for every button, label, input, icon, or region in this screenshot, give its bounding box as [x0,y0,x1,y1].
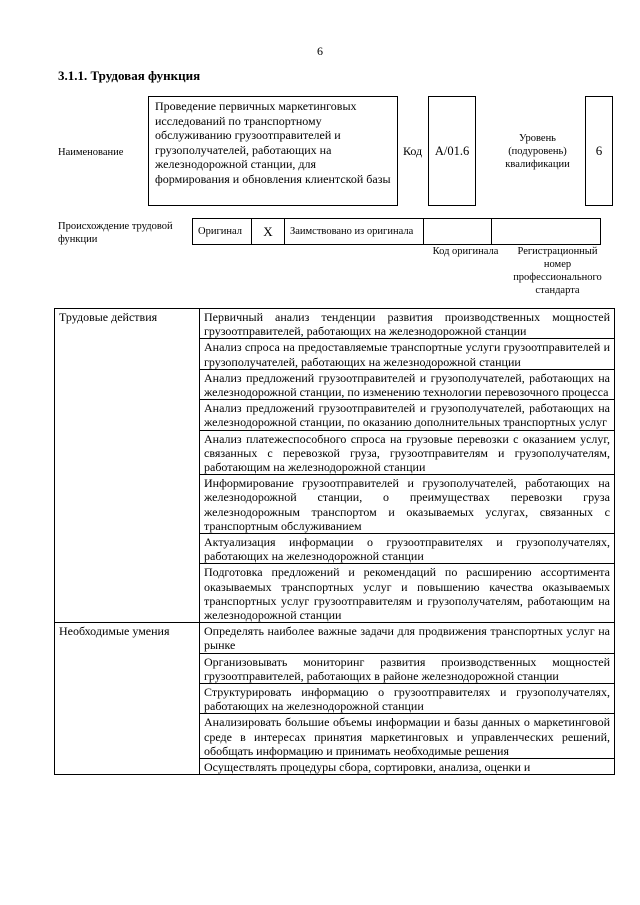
level-box [585,96,613,206]
level-value: 6 [595,143,603,158]
function-name-value: Проведение первичных маркетинговых исследований по транспортному обслуживанию грузоотправителей и грузополучателей, работающих на железнодорожной станции, для формирования и обновления клиентской базы [155,99,391,186]
skill-item: Определять наиболее важные задачи для продвижения транспортных услуг на рынке [200,623,615,653]
registration-number-cell [492,219,601,245]
action-item: Актуализация информации о грузоотправителях и грузополучателях, работающих на железнодорожной станции [200,534,615,564]
registration-caption: Регистрационный номер профессионального стандарта [513,246,602,296]
original-mark: X [252,219,285,245]
name-label: Наименование [58,147,124,158]
origin-label: Происхождение трудовой функции [58,221,173,245]
original-label: Оригинал [193,219,252,245]
code-caption: Код оригинала [432,246,499,257]
code-value: А/01.6 [434,143,470,158]
action-item: Информирование грузоотправителей и грузополучателей, работающих на железнодорожной станции, о преимуществах перевозки груза железнодорожным транспортом и оказываемых услугах, связанных с транспортным обслуживанием [200,475,615,534]
skill-item: Анализировать большие объемы информации и базы данных о маркетинговой среде в интересах принятия маркетинговых и управленческих решений, обобщать информацию и принимать необходимые решения [200,714,615,759]
origin-table [192,218,601,245]
table-row [55,309,615,339]
function-name-box [148,96,398,206]
action-item: Анализ платежеспособного спроса на грузовые перевозки с оказанием услуг, связанных с перевозкой груза, грузоотправителям и грузополучателям, работающим на железнодорожной станции [200,430,615,475]
code-box [428,96,476,206]
action-item: Первичный анализ тенденции развития производственных мощностей грузоотправителей, работающих на железнодорожной станции [200,309,615,339]
code-label: Код [403,144,423,158]
action-item: Подготовка предложений и рекомендаций по расширению ассортимента оказываемых транспортных услуг и повышению качества оказываемых транспортных услуг грузоотправителям и грузополучателям, работающим на железнодорожной станции [200,564,615,623]
original-code-cell [424,219,492,245]
page-number: 6 [317,44,323,58]
skill-item: Организовывать мониторинг развития производственных мощностей грузоотправителей, работающих в районе железнодорожной станции [200,653,615,683]
table-row [55,623,615,653]
section-title-actions: Трудовые действия [55,309,200,623]
action-item: Анализ спроса на предоставляемые транспортные услуги грузоотправителей и грузополучателей, работающих на железнодорожной станции [200,339,615,369]
level-label: Уровень (подуровень) квалификации [505,133,570,170]
skill-item: Структурировать информацию о грузоотправителях и грузополучателях, работающих на железнодорожной станции [200,684,615,714]
action-item: Анализ предложений грузоотправителей и грузополучателей, работающих на железнодорожной станции, по оказанию дополнительных транспортных услуг [200,400,615,430]
borrowed-label: Заимствовано из оригинала [285,219,424,245]
section-heading: 3.1.1. Трудовая функция [58,68,201,83]
section-title-skills: Необходимые умения [55,623,200,775]
skill-item: Осуществлять процедуры сбора, сортировки, анализа, оценки и [200,759,615,775]
functions-table [54,308,615,775]
action-item: Анализ предложений грузоотправителей и грузополучателей, работающих на железнодорожной станции, по изменению технологии перевозочного процесса [200,369,615,399]
